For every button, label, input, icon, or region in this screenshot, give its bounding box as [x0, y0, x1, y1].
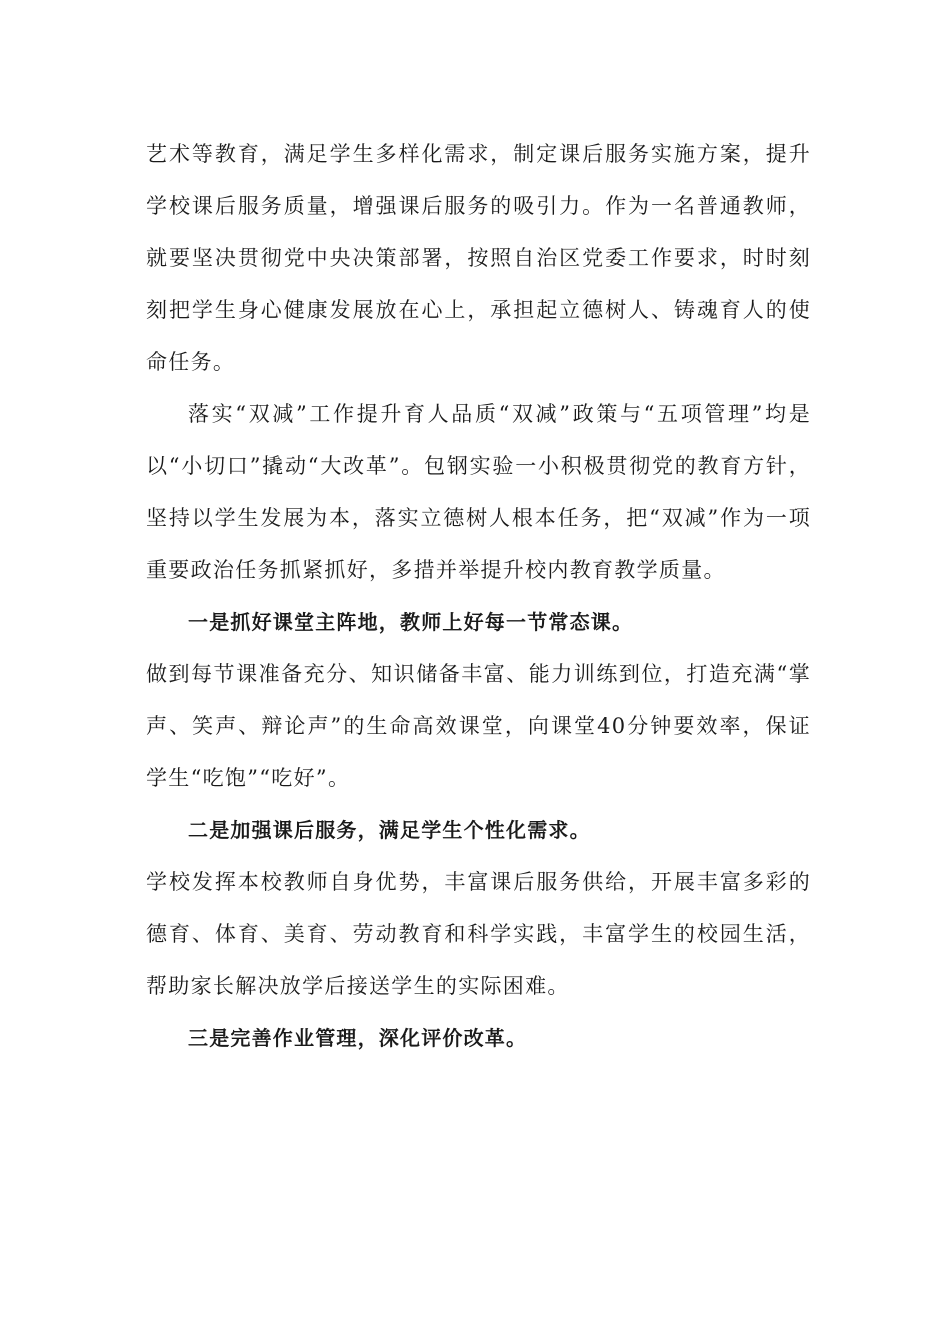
paragraph-1: 艺术等教育，满足学生多样化需求，制定课后服务实施方案，提升学校课后服务质量，增强课后服务的吸引力。作为一名普通教师，就要坚决贯彻党中央决策部署，按照自治区党委工作要求，时时刻刻把学生身心健康发展放在心上，承担起立德树人、铸魂育人的使命任务。	[146, 142, 811, 374]
paragraph-4: 学校发挥本校教师自身优势，丰富课后服务供给，开展丰富多彩的德育、体育、美育、劳动教育和科学实践，丰富学生的校园生活，帮助家长解决放学后接送学生的实际困难。	[146, 870, 811, 998]
paragraph-3: 做到每节课准备充分、知识储备丰富、能力训练到位，打造充满“掌声、笑声、辩论声”的生命高效课堂，向课堂40分钟要效率，保证学生“吃饱”“吃好”。	[146, 662, 811, 790]
document-body	[146, 128, 811, 1064]
paragraph-2: 落实“双减”工作提升育人品质“双减”政策与“五项管理”均是以“小切口”撬动“大改革”。包钢实验一小积极贯彻党的教育方针，坚持以学生发展为本，落实立德树人根本任务，把“双减”作为一项重要政治任务抓紧抓好，多措并举提升校内教育教学质量。	[146, 402, 811, 582]
section-heading-3: 三是完善作业管理，深化评价改革。	[188, 1026, 528, 1050]
section-heading-2: 二是加强课后服务，满足学生个性化需求。	[188, 818, 591, 842]
section-heading-1: 一是抓好课堂主阵地，教师上好每一节常态课。	[188, 610, 634, 634]
